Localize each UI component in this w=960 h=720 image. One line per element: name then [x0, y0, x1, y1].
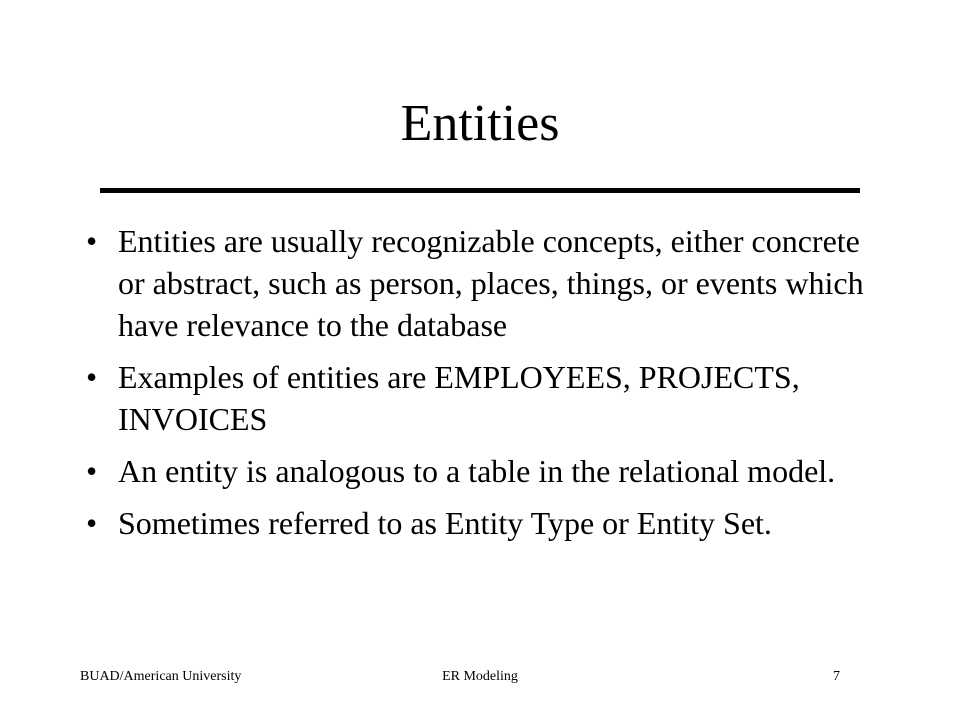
bullet-item	[80, 502, 880, 544]
bullet-marker: •	[86, 223, 98, 259]
footer-organization: BUAD/American University	[80, 669, 242, 684]
bullet-item	[80, 356, 880, 440]
bullet-text: Entities are usually recognizable concepts, either concrete or abstract, such as person, places, things, or events which have relevance to the database	[118, 223, 864, 343]
bullet-text: An entity is analogous to a table in the relational model.	[118, 453, 836, 489]
footer-topic: ER Modeling	[442, 669, 518, 684]
bullet-text: Sometimes referred to as Entity Type or Entity Set.	[118, 505, 772, 541]
bullet-item	[80, 220, 880, 346]
bullet-marker: •	[86, 359, 98, 395]
title-divider	[100, 188, 860, 193]
page-number: 7	[833, 669, 840, 684]
bullet-marker: •	[86, 505, 98, 541]
bullet-list	[80, 220, 880, 554]
bullet-item	[80, 450, 880, 492]
slide-title: Entities	[400, 95, 560, 152]
bullet-text: Examples of entities are EMPLOYEES, PROJECTS, INVOICES	[118, 359, 800, 437]
bullet-marker: •	[86, 453, 98, 489]
